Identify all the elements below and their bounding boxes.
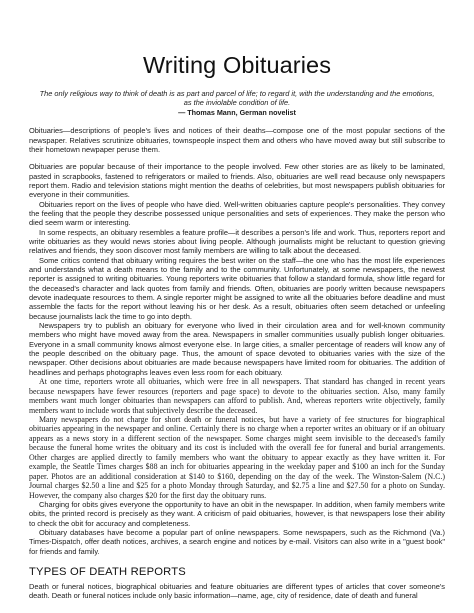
paragraph-history: At one time, reporters wrote all obituaries, which were free in all newspapers. That standard has changed in recent years because newspapers have fewer resources (reporters and page space) to devote to the obituaries section. Also, many family members want much longer obituaries than newspapers can afford to publish. And, whereas reporters write objectively, family members want to include words that subjectively describe the deceased.	[29, 377, 445, 415]
paragraph-intro: Obituaries—descriptions of people's lives and notices of their deaths—compose one of the most popular sections of the newspaper. Relatives scrutinize obituaries, townspeople inspect them and others who have moved away but still subscribe to their hometown newpaper peruse them.	[29, 126, 445, 154]
section-heading: TYPES OF DEATH REPORTS	[29, 566, 186, 579]
paragraph-fees: Many newspapers do not charge for short death or funeral notices, but have a variety of fee structures for biographical obituaries appearing in the newspaper and online. Certainly there is no charge when a reporter writes an obituary or if an obituary appears as a news story in a different section of the newspaper. Some charges might seem invisible to the deceased's family because the funeral home writes the obituary and its cost is included with the overall fee for funeral and burial arrangements. Other charges are applied directly to family members who want the obituary to appear exactly as they have written it. For example, the Seattle Times charges $88 an inch for obituaries appearing in the weekday paper and $100 an inch for the Sunday paper. Photos are an additional consideration at $140 to $160, depending on the day of the week. The Winston-Salem (N.C.) Journal charges $2.50 a line and $25 for a photo Monday through Saturday, and $2.75 a line and $27.50 for a photo on Sunday. However, the company also charges $20 for the first day the obituary runs.	[29, 414, 445, 500]
document-title: Writing Obituaries	[142, 52, 332, 78]
paragraph-databases: Obituary databases have become a popular part of online newspapers. Some newspapers, such as the Richmond (Va.) Times-Dispatch, offer death notices, archives, a search engine and notices by e-mail. Visitors can also write in a "guest book" for friends and family.	[29, 528, 445, 556]
epigraph-attribution: — Thomas Mann, German novelist	[178, 107, 296, 117]
epigraph-quote: The only religious way to think of death is as part and parcel of life; to regard it, with the understanding and the emotions, as the inviolable condition of life.	[39, 89, 435, 108]
paragraph-critics: Some critics contend that obituary writing requires the best writer on the staff—the one who has the most life experiences and understands what a death means to the family and to the community. Unfortunately, at some newspapers, the newest reporter is assigned to writing obituaries. Young reporters write obituaries that follow a standard formula, show little regard for the deceased's character and lack quotes from family and friends. Often, obituaries are poorly written because newspapers devote inadequate resources to them. A single reporter might be assigned to write all the obituaries before deadline and must assemble the facts for the report without leaving his or her desk. As a result, obituaries often seem detached or unfeeling because journalists lack the time to go into depth.	[29, 255, 445, 321]
paragraph-charging: Charging for obits gives everyone the opportunity to have an obit in the newspaper. In addition, when family members write obits, the printed record is precisely as they want. A criticism of paid obituaries, however, is that newspapers lose their ability to check the obit for accuracy and completeness.	[29, 500, 445, 528]
paragraph-feature-profile: In some respects, an obituary resembles a feature profile—it describes a person's life and work. Thus, reporters report and write obituaries as they would news stories about living people. Although journalists might be reluctant to question grieving relatives and friends, they soon discover most family members are willing to talk about the deceased.	[29, 227, 445, 256]
paragraph-circulation: Newspapers try to publish an obituary for everyone who lived in their circulation area and for well-known community members who might have moved away from the area. Newspapers in smaller communities usually publish longer obituaries. Everyone in a small community knows almost everyone else. In large cities, a smaller percentage of readers will know any of the people described on the obituary page. Thus, the amount of space devoted to obituaries varies with the size of the newspaper. Other decisions about obituaries are made because newspapers have limited room for obituaries. The addition of headlines and perhaps photographs leaves even less room for each obituary.	[29, 321, 445, 377]
paragraph-report-lives: Obituaries report on the lives of people who have died. Well-written obituaries capture people's personalities. They convey the feeling that the people they describe possessed unique personalities and sets of experiences. They make the person who died seem warm or interesting.	[29, 199, 445, 228]
paragraph-popularity: Obituaries are popular because of their importance to the people involved. Few other stories are as likely to be laminated, pasted in scrapbooks, fastened to refrigerators or mailed to friends. Also, obituaries are well read because only newspapers report them. Radio and television stations might mention the deaths of celebrities, but most newspapers publish obituaries for everyone in their communities.	[29, 162, 445, 200]
paragraph-types: Death or funeral notices, biographical obituaries and feature obituaries are different types of articles that cover someone's death. Death or funeral notices include only basic information—name, age, city of residence, date of death and funeral	[29, 582, 445, 601]
